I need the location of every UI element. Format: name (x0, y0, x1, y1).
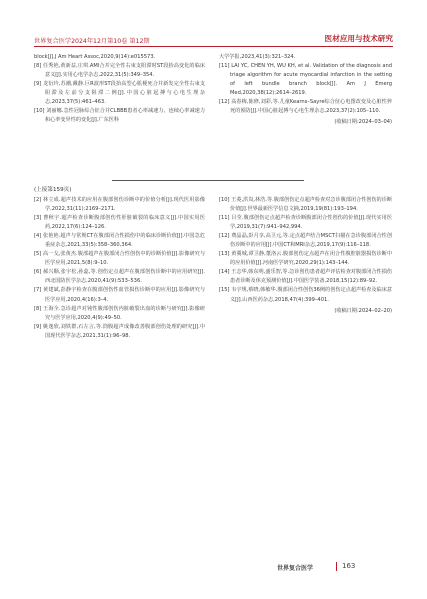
reference-entry: [3] 曹秋宇.超声检查诊断腹部创伤性肝脏破裂的临床意义[J].中国实用医药,2022,17(6):124–126. (34, 215, 205, 231)
section-title: 医材应用与技术研究 (324, 34, 393, 43)
section-divider (112, 180, 304, 181)
reference-entry: [9] 姚逸欣,刘铁群,石左言,等.筒腹超声成像改善腹部创伤处理的研究[J].中国现代医学杂志,2021,31(1):96–98. (34, 323, 205, 339)
references-bottom-left (34, 196, 205, 341)
footer-separator (336, 562, 337, 571)
reference-entry: [8] 任秀艳,黄新益,庄琪.AMI合并完全性右束支阻滞时ST段抬高变化的临床意义[J].实用心电学杂志,2022,31(5):349–354. (34, 63, 205, 79)
reference-entry: [13] 黄冀城,谭卫静,董洛云.腹部创伤定点超声在闭合性腹腔脏器损伤诊断中的应用价值[J].河南医学研究,2020,29(1):143–144. (219, 251, 392, 267)
reference-entry: [5] 高一戈,张黄杰.腹部超声在腹部闭合性创伤中的诊断价值[J].影像研究与医学应用,2021,5(8):9–10. (34, 251, 205, 267)
journal-issue-line: 世界复合医学2024年12月第10卷 第12期 (34, 38, 150, 45)
reference-entry: [7] 黄建斌,彭静宇检查在腹部创伤性血管损伤诊断中的应用[J].影像研究与医学应用,2020,4(16):3–4. (34, 287, 205, 303)
reference-entry: block[J].J Am Heart Assoc,2020,9(14):e015573. (34, 54, 156, 60)
reference-entry: [11] 吕莹.腹部创伤定点超声检查诊断腹部闭合性创伤的价值[J].现代实用医学,2019,31(7):941–942,994. (219, 215, 392, 231)
reference-entry: [14] 王志华,韩东明,盛乐智,等.急诊创伤患者超声评估检查对腹部闭合性损伤患者诊断及休克预测价值[J].中国医学装备,2018,15(12):89–92. (219, 269, 392, 285)
reference-entry: [11] LAI YC, CHEN YH, WU KH, et al. Validation of the diagnosis and triage algorithm for acute myocardial infarction in the setting of left bundle branch block[J]. Am J Emerg Med,2020,38(12):2614–2619. (219, 63, 392, 97)
footer-journal-name: 世界复合医学 (277, 565, 314, 572)
page-number: 163 (342, 562, 356, 570)
reference-entry: [10] 刘丽娜.急性冠脉综合征合并CLBBB患者心率减速力、连续心率减速力和心率变异性的变化[J].广东医科 (34, 108, 205, 124)
reference-entry: [6] 郝兴顺,张宇松,孙蕊,等.创伤定点超声在腹部创伤诊断中的应用研究[J].西北国防医学杂志,2020,41(9):533–536. (34, 269, 205, 285)
references-top-right (219, 53, 392, 133)
reference-entry: [12] 费晶晶,彭月享,高卫元,等.定点超声结合MSCT扫描在急诊腹部闭合性创伤诊断中的应用[J].中国CT和MRI杂志,2019,17(9):116–118. (219, 233, 392, 249)
reference-entry: 大学学报,2023,41(3):321–324. (219, 54, 296, 60)
reference-entry: [4] 张艳艳.超声与常规CT在腹部闭合性损伤中的临床诊断价值[J].中国急危重症杂志,2021,33(5):358–360,364. (34, 233, 205, 249)
continuation-note: (上接第159页) (34, 187, 72, 193)
reference-entry: [15] 韦宇规,蔡晓,韩敏华.腹部闭合性创伤36例的创伤定点超声检查及临床意义[J].山西医药杂志,2018,47(4):399–401. (219, 287, 392, 303)
reference-entry: [9] 龙衍玲,苏潮,戴静.巨R波形ST段抬高型心肌梗死合并新发完全性右束支阻滞及左前分支阻滞二例[J].中国心脏起搏与心电生理杂志,2023,37(5):461–463. (34, 81, 205, 106)
reference-entry: [12] 高春梅,陈修,刘彩,等.儿童Kearns–Sayre综合征心电图改变及心脏性猝死的预防[J].中国心脏起搏与心电生理杂志,2023,37(2):105–110. (219, 99, 392, 115)
page-header (34, 20, 393, 47)
references-bottom-right (219, 196, 392, 321)
reference-entry: [2] 林立成.超声技术的应用在腹部创伤诊断中的价值分析[J].现代医用影像学,2022,31(11):2169–2171. (34, 197, 205, 213)
received-date: (收稿日期:2024–03–04) (334, 119, 392, 126)
reference-entry: [10] 王菱,洪岚,林浩,等.腹部创伤定点超声检查对急诊腹部闭合性创伤的诊断价值[J].世界最新医学信息文摘,2019,19(81):193–194. (219, 197, 392, 213)
references-top-left (34, 53, 205, 125)
reference-entry: [8] 王海全.急诊超声对钝性腹部创伤内脏破裂出血的诊断与研究[J].影像研究与医学应用,2020,4(9):49–50. (34, 305, 205, 321)
received-date: (收稿日期:2024–02–20) (334, 307, 392, 314)
